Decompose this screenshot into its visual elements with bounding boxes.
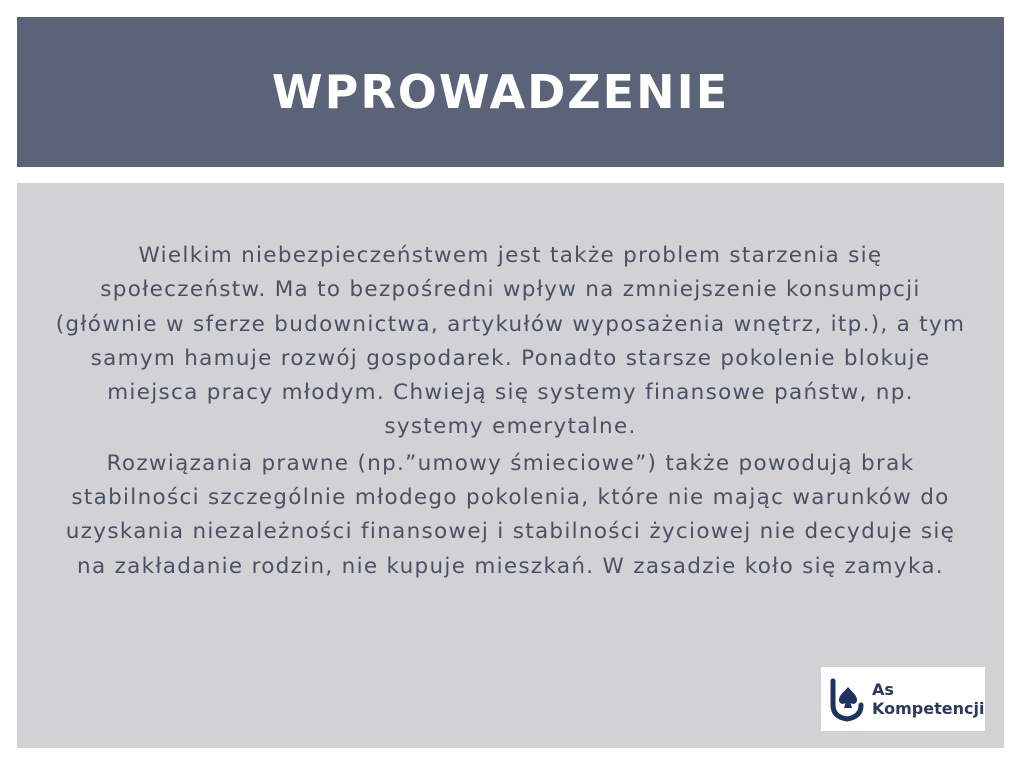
as-kompetencji-logo bbox=[821, 667, 985, 731]
spade-card-icon bbox=[827, 675, 867, 723]
body-text bbox=[55, 239, 966, 584]
paragraph-1: Wielkim niebezpieczeństwem jest także problem starzenia się społeczeństw. Ma to bezpośredni wpływ na zmniejszenie konsumpcji (głównie w sferze budownictwa, artykułów wyposażenia wnętrz, itp.), a tym samym hamuje rozwój gospodarek. Ponadto starsze pokolenie blokuje miejsca pracy młodym. Chwieją się systemy finansowe państw, np. systemy emerytalne. bbox=[55, 243, 966, 440]
title-bar bbox=[17, 17, 1004, 167]
logo-line-2: Kompetencji bbox=[872, 699, 985, 718]
logo-line-1: As bbox=[872, 680, 894, 699]
logo-text bbox=[872, 680, 984, 718]
content-box bbox=[17, 183, 1004, 748]
paragraph-2: Rozwiązania prawne (np.”umowy śmieciowe”) także powodują brak stabilności szczególnie młodego pokolenia, które nie mając warunków do uzyskania niezależności finansowej i stabilności życiowej nie decyduje się na zakładanie rodzin, nie kupuje mieszkań. W zasadzie koło się zamyka. bbox=[65, 450, 956, 579]
slide-title: WPROWADZENIE bbox=[271, 65, 730, 119]
